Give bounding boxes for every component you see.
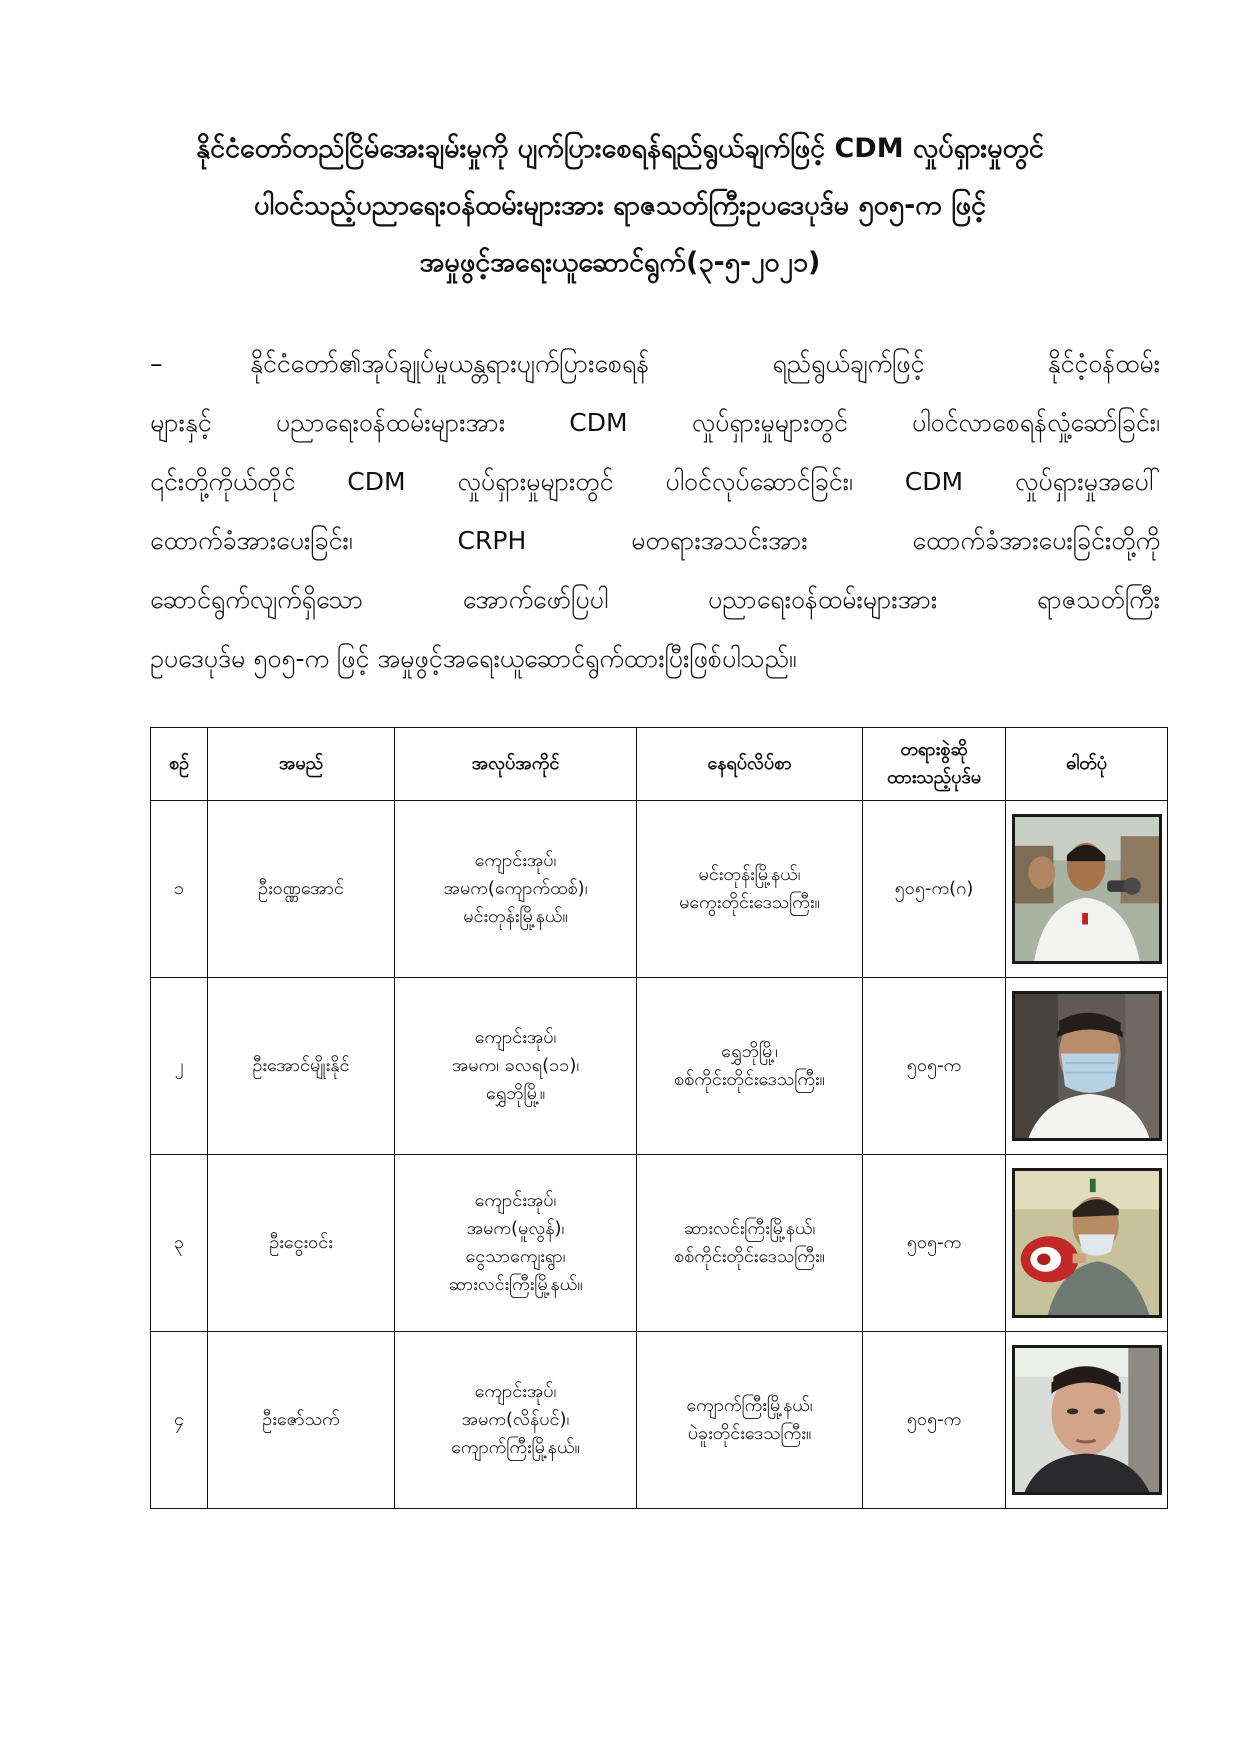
job-line: ကျောင်းအုပ်၊ [474,1190,557,1211]
title-line-1: နိုင်ငံတော်တည်ငြိမ်အေးချမ်းမှုကို ပျက်ပြားစေရန်ရည်ရွယ်ချက်ဖြင့် CDM လှုပ်ရှားမှုတွင် [196,133,1044,164]
title-line-3: အမှုဖွင့်အရေးယူဆောင်ရွက်(၃-၅-၂၀၂၁) [419,247,821,278]
job-line: မင်းတုန်းမြို့နယ်။ [463,906,568,927]
paragraph-line-1 [150,334,1160,393]
paragraph-dash: – [150,349,163,378]
people-table [150,727,1168,1509]
job-line: ကျောင်းအုပ်၊ [474,1381,557,1402]
cell-no: ၄ [151,1332,208,1509]
job-line: ကျောင်းအုပ်၊ [474,850,557,871]
cell-section: ၅၀၅-က(ဂ) [863,801,1006,978]
paragraph-line-1-text: နိုင်ငံတော်၏အုပ်ချုပ်မှုယန္တရားပျက်ပြားစေရန် ရည်ရွယ်ချက်ဖြင့် နိုင်ငံ့ဝန်ထမ်း [250,349,1160,378]
job-line: အမက(ကျောက်ထစ်)၊ [443,878,588,899]
cell-name: ဦးဝဏ္ဏအောင် [208,801,395,978]
cell-photo [1006,1332,1168,1509]
job-line: ရွှေဘိုမြို့။ [485,1083,546,1104]
address-line: မကွေးတိုင်းဒေသကြီး။ [679,892,820,913]
address-line: စစ်ကိုင်းတိုင်းဒေသကြီး။ [673,1069,825,1090]
paragraph-line-3: ၎င်းတို့ကိုယ်တိုင် CDM လှုပ်ရှားမှုများတွင် ပါဝင်လုပ်ဆောင်ခြင်း၊ CDM လှုပ်ရှားမှုအပေါ် [150,467,1160,496]
job-line: ငွေသာကျေးရွာ၊ [465,1246,566,1267]
cell-no: ၃ [151,1155,208,1332]
person-photo-icon [1012,814,1162,964]
table-row [151,1332,1168,1509]
cell-no: ၂ [151,978,208,1155]
cell-name: ဦးအောင်မျိုးနိုင် [208,978,395,1155]
address-line: ရွှေဘိုမြို့၊ [721,1041,778,1062]
cell-name: ဦးငွေးဝင်း [208,1155,395,1332]
header-section-line-2: ထားသည့်ပုဒ်မ [886,767,982,788]
cell-section: ၅၀၅-က [863,978,1006,1155]
address-line: ကျောက်ကြီးမြို့နယ်၊ [686,1395,813,1416]
cell-job [395,978,637,1155]
cell-job [395,801,637,978]
cell-section: ၅၀၅-က [863,1332,1006,1509]
cell-address [637,1155,863,1332]
job-line: ကျောက်ကြီးမြို့နယ်။ [451,1437,580,1458]
job-line: ကျောင်းအုပ်၊ [474,1027,557,1048]
header-name: အမည် [208,728,395,801]
header-section [863,728,1006,801]
address-line: စစ်ကိုင်းတိုင်းဒေသကြီး။ [673,1246,825,1267]
header-section-line-1: တရားစွဲဆို [900,739,968,760]
address-line: ပဲခူးတိုင်းဒေသကြီး။ [687,1423,812,1444]
paragraph-line-2: များနှင့် ပညာရေးဝန်ထမ်းများအား CDM လှုပ်ရှားမှုများတွင် ပါဝင်လာစေရန်လှုံ့ဆော်ခြင်း၊ [150,408,1160,437]
table-row [151,978,1168,1155]
body-paragraph [150,334,1160,688]
document-title [110,120,1130,291]
paragraph-line-6: ဥပဒေပုဒ်မ ၅၀၅-က ဖြင့် အမှုဖွင့်အရေးယူဆောင်ရွက်ထားပြီးဖြစ်ပါသည်။ [150,644,797,673]
table-row [151,1155,1168,1332]
header-address: နေရပ်လိပ်စာ [637,728,863,801]
cell-address [637,1332,863,1509]
cell-job [395,1332,637,1509]
paragraph-line-4: ထောက်ခံအားပေးခြင်း၊ CRPH မတရားအသင်းအား ထောက်ခံအားပေးခြင်းတို့ကို [150,526,1160,555]
title-line-2: ပါဝင်သည့်ပညာရေးဝန်ထမ်းများအား ရာဇသတ်ကြီးဥပဒေပုဒ်မ ၅၀၅-က ဖြင့် [253,190,987,221]
table-header-row [151,728,1168,801]
job-line: အမက(လိန်ပင်)၊ [461,1409,570,1430]
person-photo-icon [1012,1345,1162,1495]
person-photo-icon [1012,991,1162,1141]
header-no: စဉ် [151,728,208,801]
cell-photo [1006,801,1168,978]
cell-photo [1006,978,1168,1155]
job-line: အမက၊ ခလရ(၁၁)၊ [451,1055,580,1076]
paragraph-line-5: ဆောင်ရွက်လျက်ရှိသော အောက်ဖော်ပြပါ ပညာရေးဝန်ထမ်းများအား ရာဇသတ်ကြီး [150,585,1160,614]
job-line: ဆားလင်းကြီးမြို့နယ်။ [448,1274,583,1295]
header-job: အလုပ်အကိုင် [395,728,637,801]
job-line: အမက(မူလွန်)၊ [466,1218,565,1239]
header-photo: ဓါတ်ပုံ [1006,728,1168,801]
cell-name: ဦးဇော်သက် [208,1332,395,1509]
cell-address [637,801,863,978]
address-line: မင်းတုန်းမြို့နယ်၊ [698,864,801,885]
cell-no: ၁ [151,801,208,978]
table-row [151,801,1168,978]
address-line: ဆားလင်းကြီးမြို့နယ်၊ [683,1218,816,1239]
cell-photo [1006,1155,1168,1332]
cell-address [637,978,863,1155]
person-photo-icon [1012,1168,1162,1318]
cell-job [395,1155,637,1332]
cell-section: ၅၀၅-က [863,1155,1006,1332]
